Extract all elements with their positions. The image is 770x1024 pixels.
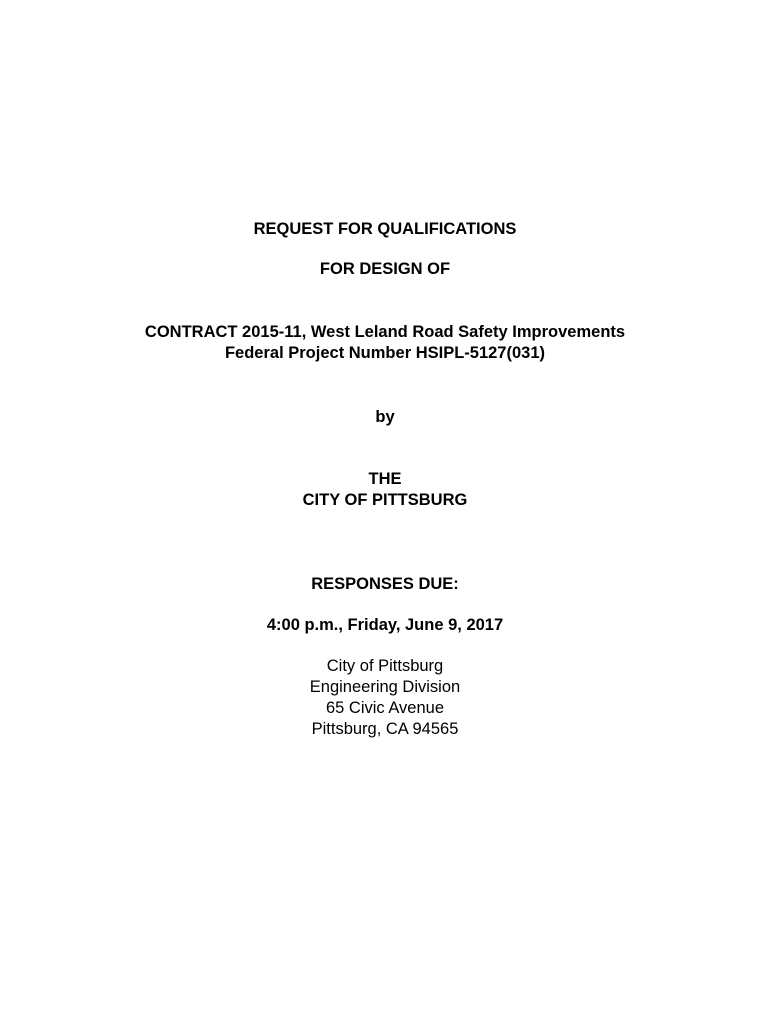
issuer-line-1: THE — [368, 470, 402, 488]
contract-line: CONTRACT 2015-11, West Leland Road Safety Improvements — [144, 323, 626, 341]
by-label: by — [375, 408, 395, 426]
address-line-4: Pittsburg, CA 94565 — [311, 720, 459, 738]
address-line-2: Engineering Division — [309, 678, 461, 696]
address-line-3: 65 Civic Avenue — [325, 699, 445, 717]
responses-due-heading: RESPONSES DUE: — [311, 575, 459, 593]
address-line-1: City of Pittsburg — [326, 657, 444, 675]
due-date-time: 4:00 p.m., Friday, June 9, 2017 — [266, 616, 504, 634]
federal-project-number: Federal Project Number HSIPL-5127(031) — [224, 344, 546, 362]
issuer-line-2: CITY OF PITTSBURG — [302, 491, 468, 509]
document-title-line-2: FOR DESIGN OF — [319, 260, 451, 278]
document-title-line-1: REQUEST FOR QUALIFICATIONS — [253, 220, 517, 238]
